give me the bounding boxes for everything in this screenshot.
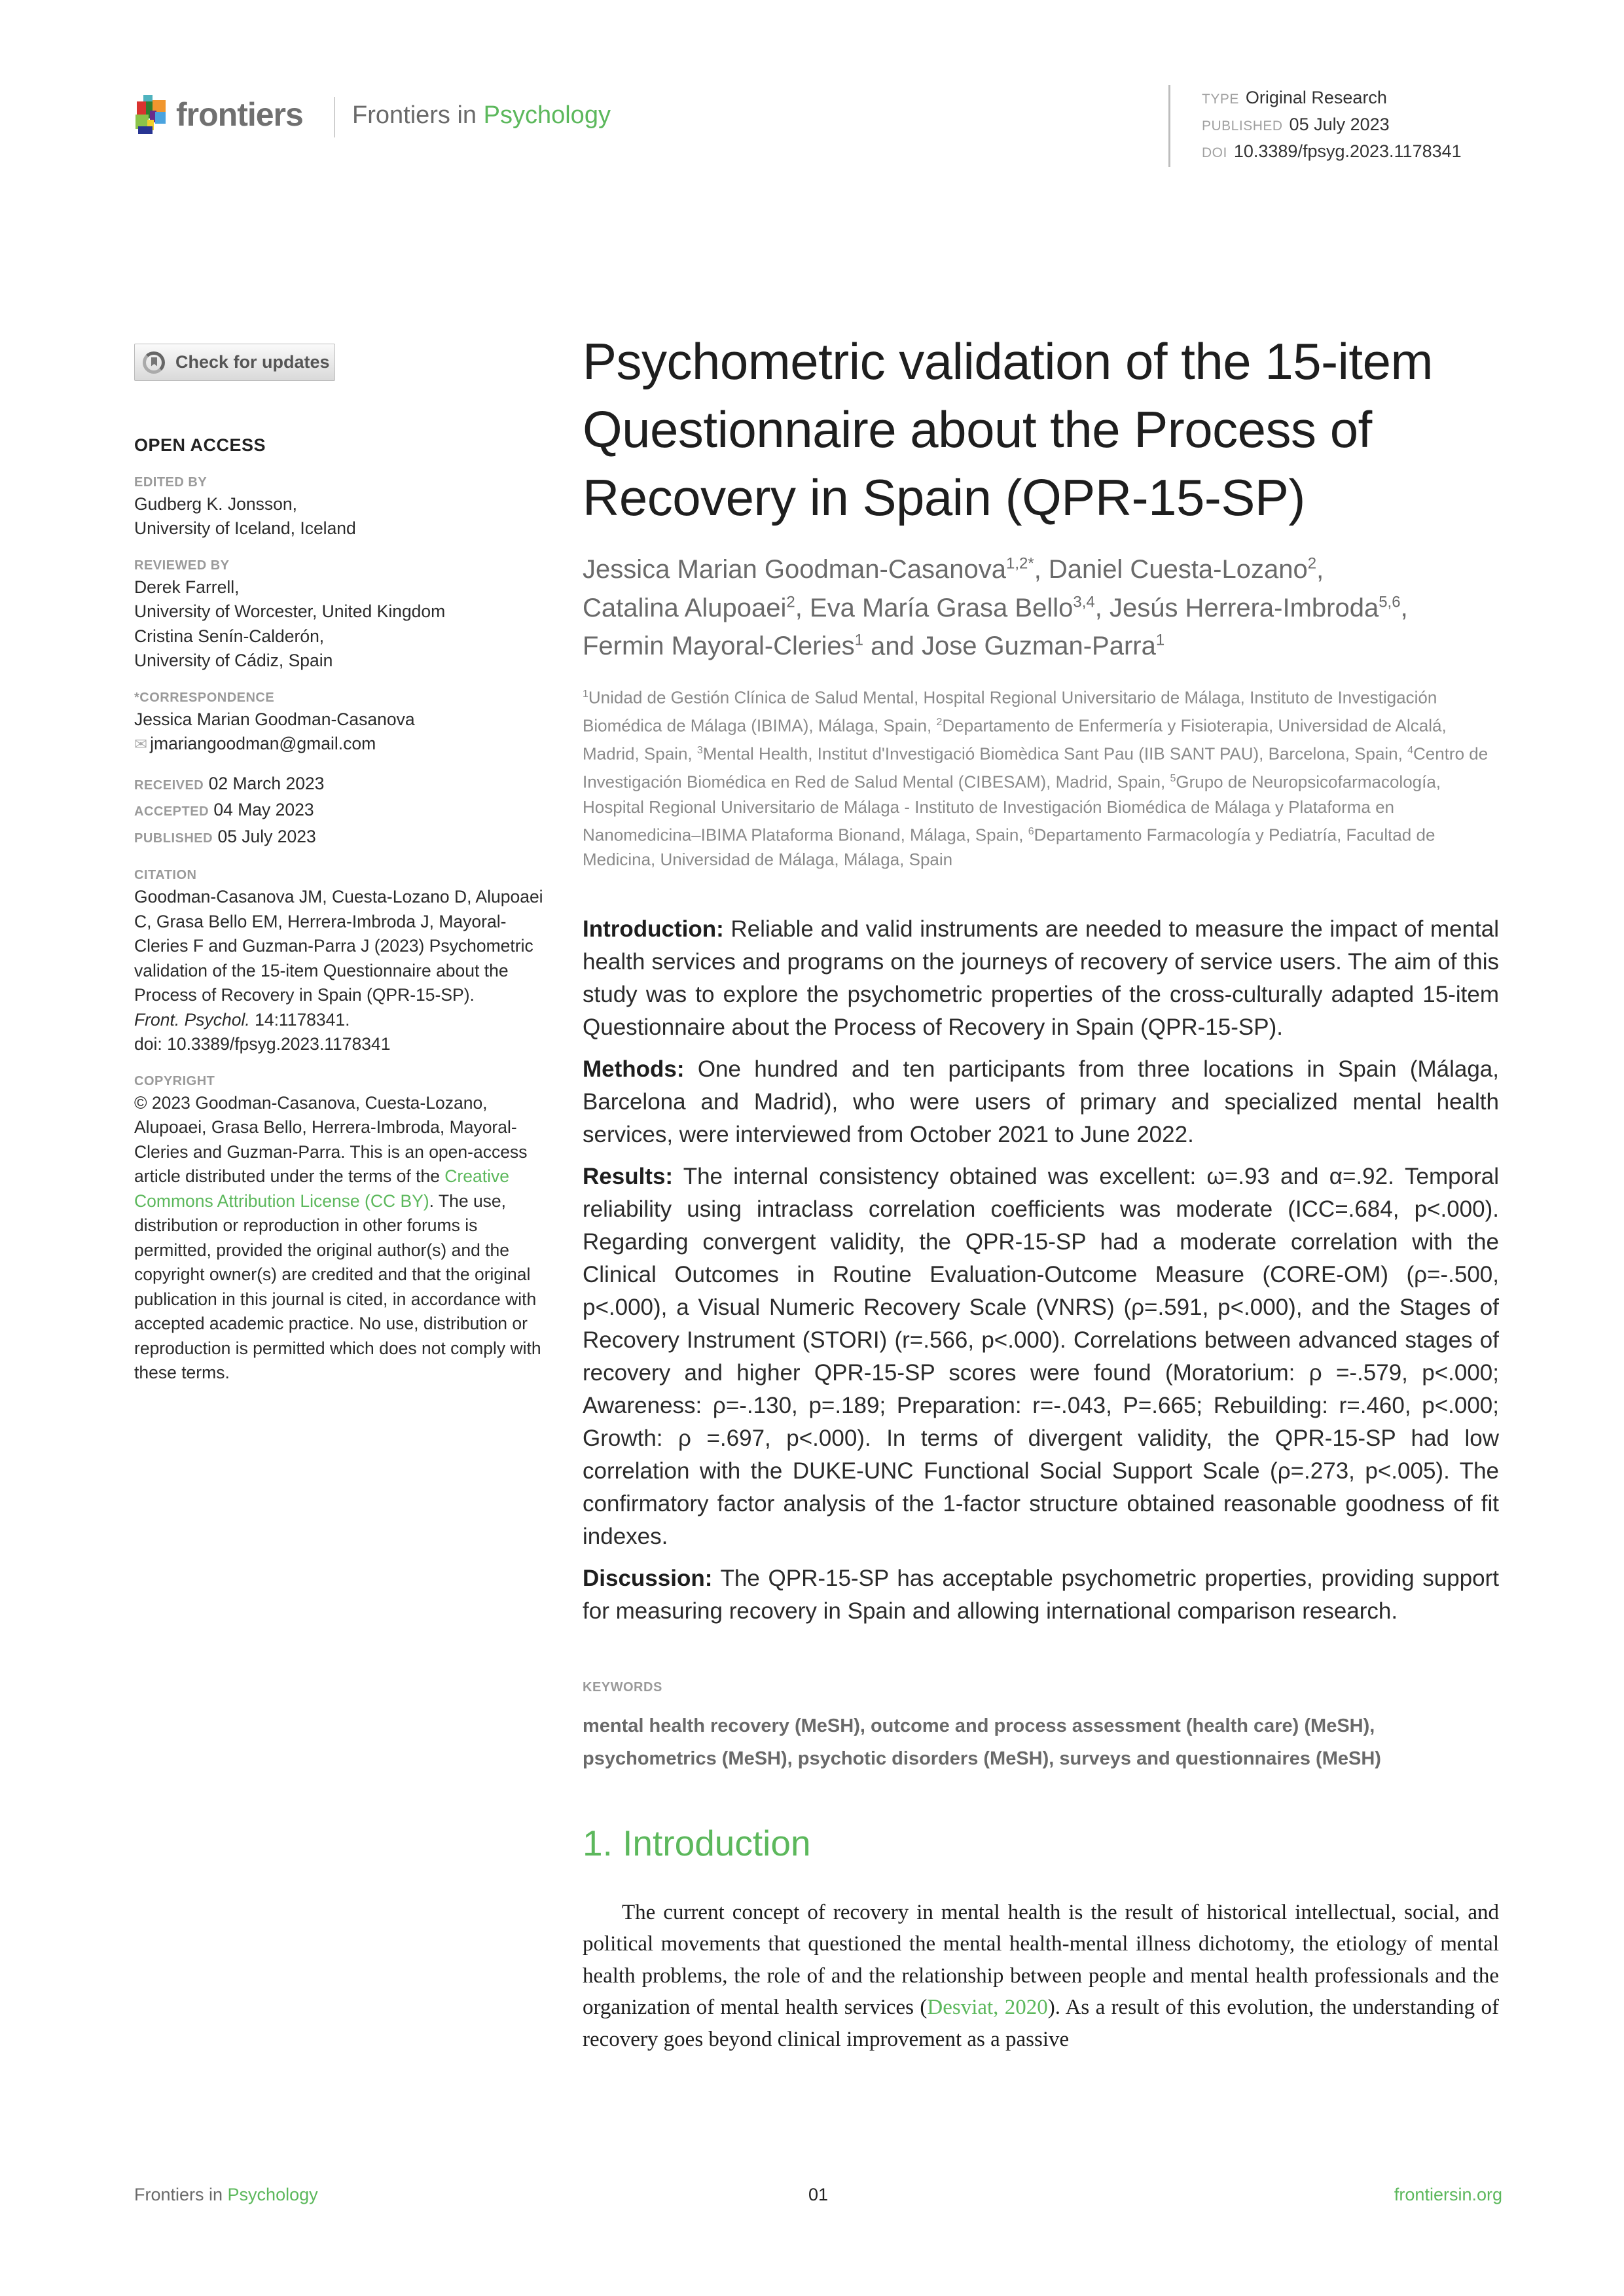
email-icon: ✉: [134, 736, 148, 753]
reviewer-name: Cristina Senín-Calderón,: [134, 626, 325, 646]
abstract-methods: Methods: One hundred and ten participants from three locations in Spain (Málaga, Barcelona and Madrid), who were users of primary and specialized mental health services, were interviewed from October 2021 to June 2022.: [583, 1056, 1499, 1147]
abstract-introduction: Introduction: Reliable and valid instruments are needed to measure the impact of mental health services and programs on the journeys of recovery of service users. The aim of this study was to explore the psychometric properties of the cross-culturally adapted 15-item Questionnaire about the Process of Recovery in Spain (QPR-15-SP).: [583, 916, 1499, 1040]
affiliations: $^1$Unidad de Gestión Clínica de Salud Mental, Hospital Regional Universitario de Málaga, Instituto de Investigación Biomédica de Málaga (IBIMA), Málaga, Spain, $^2$Departamento de Enfermería y Fisioterapia, Universidad de Alcalá, Madrid, Spain, $^3$Mental Health, Institut d'Investigació Biomèdica Sant Pau (IIB SANT PAU), Barcelona, Spain, $^4$Centro de Investigación Biomédica en Red de Salud Mental (CIBESAM), Madrid, Spain, $^5$Grupo de Neuropsicofarmacología, Hospital Regional Universitario de Málaga - Instituto de Investigación Biomédica de Málaga y Plataforma en Nanomedicina–IBIMA Plataforma Bionand, Málaga, Spain, $^6$Departamento Farmacología y Pediatría, Facultad de Medicina, Universidad de Málaga, Málaga, Spain: [583, 687, 1489, 870]
page-number: 01: [808, 2185, 829, 2204]
sidebar: [134, 344, 553, 1386]
editor-affiliation: University of Iceland, Iceland: [134, 518, 356, 538]
frontiers-wordmark: frontiers: [176, 96, 303, 133]
reviewer-name: Derek Farrell,: [134, 577, 240, 597]
introduction-body: The current concept of recovery in mental health is the result of historical intellectual, social, and political movements that questioned the mental health-mental illness dichotomy, the etiology of mental health problems, the role of and the relationship between people and mental health professionals and the organization of mental health services (Desviat, 2020). As a result of this evolution, the understanding of recovery goes beyond clinical improvement as a passive: [583, 1900, 1499, 2051]
keywords-label: KEYWORDS: [583, 1679, 662, 1695]
abstract: [583, 913, 1499, 1628]
citation-text: Goodman-Casanova JM, Cuesta-Lozano D, Alupoaei C, Grasa Bello EM, Herrera-Imbroda J, Mayoral-Cleries F and Guzman-Parra J (2023) Psychometric validation of the 15-item Questionnaire about the Process of Recovery in Spain (QPR-15-SP). Front. Psychol. 14:1178341. doi: 10.3389/fpsyg.2023.1178341: [134, 887, 543, 1054]
article-meta: [1168, 85, 1462, 167]
copyright-label: COPYRIGHT: [134, 1073, 215, 1088]
dates-block: RECEIVED 02 March 2023 ACCEPTED 04 May 2023 PUBLISHED 05 July 2023: [134, 773, 325, 846]
cc-by-license-link[interactable]: Creative Commons Attribution License (CC BY): [134, 1166, 509, 1211]
article-type: TYPE Original Research: [1202, 88, 1387, 107]
abstract-discussion: Discussion: The QPR-15-SP has acceptable psychometric properties, providing support for measuring recovery in Spain and allowing international comparison research.: [583, 1565, 1499, 1624]
author[interactable]: Jesús Herrera-Imbroda$^{5,6}$: [1109, 593, 1401, 622]
received-date: 02 March 2023: [208, 773, 325, 793]
citation-journal: Front. Psychol.: [134, 1009, 250, 1030]
editor-name: Gudberg K. Jonsson,: [134, 493, 297, 514]
citation-label: CITATION: [134, 868, 197, 882]
footer-site-link[interactable]: frontiersin.org: [1394, 2185, 1502, 2204]
header-divider: [334, 97, 335, 137]
author[interactable]: Catalina Alupoaei$^2$: [583, 593, 795, 622]
reviewer-affiliation: University of Worcester, United Kingdom: [134, 601, 446, 621]
frontiers-logo[interactable]: [134, 95, 303, 134]
journal-accent: Psychology: [483, 101, 611, 129]
article-doi: DOI 10.3389/fpsyg.2023.1178341: [1202, 141, 1462, 161]
page-footer: [134, 2185, 1502, 2205]
reviewer-affiliation: University of Cádiz, Spain: [134, 651, 333, 670]
author[interactable]: Jose Guzman-Parra$^1$: [921, 631, 1165, 660]
journal-name[interactable]: Frontiers in Psychology: [352, 101, 611, 129]
footer-journal[interactable]: Frontiers in Psychology: [134, 2185, 318, 2204]
reviewed-by-label: REVIEWED BY: [134, 558, 230, 573]
author[interactable]: Eva María Grasa Bello$^{3,4}$: [809, 593, 1095, 622]
abstract-results: Results: The internal consistency obtained was excellent: ω=.93 and α=.92. Temporal reliability using intraclass correlation coefficients was moderate (ICC=.684, p<.000). Regarding convergent validity, the QPR-15-SP had a moderate correlation with the Clinical Outcomes in Routine Evaluation-Outcome Measure (CORE-OM) (ρ=-.500, p<.000), a Visual Numeric Recovery Scale (VNRS) (ρ=.591, p<.000), and the Stages of Recovery Instrument (STORI) (r=.566, p<.000). Correlations between advanced stages of recovery and higher QPR-15-SP scores were found (Moratorium: ρ =-.579, p<.000; Awareness: ρ=-.130, p=.189; Preparation: r=-.043, P=.665; Rebuilding: r=.460, p<.000; Growth: ρ =.697, p<.000). In terms of divergent validity, the QPR-15-SP had low correlation with the DUKE-UNC Functional Social Support Scale (ρ=.273, p<.005). The confirmatory factor analysis of the 1-factor structure obtained reasonable goodness of fit indexes.: [583, 1163, 1499, 1549]
open-access-label: OPEN ACCESS: [134, 435, 266, 455]
check-for-updates-button[interactable]: Check for updates: [134, 344, 335, 381]
correspondence-label: *CORRESPONDENCE: [134, 690, 275, 705]
correspondence-email[interactable]: jmariangoodman@gmail.com: [150, 734, 376, 753]
citation-link-desviat-2020[interactable]: Desviat, 2020: [927, 1996, 1048, 2020]
published-date: 05 July 2023: [217, 826, 316, 846]
accepted-date: 04 May 2023: [213, 800, 314, 819]
author[interactable]: Jessica Marian Goodman-Casanova$^{1,2*}$: [583, 555, 1034, 584]
copyright-text: © 2023 Goodman-Casanova, Cuesta-Lozano, Alupoaei, Grasa Bello, Herrera-Imbroda, Mayoral-Cleries and Guzman-Parra. This is an open-access article distributed under the terms of the Creative Commons Attribution License (CC BY). The use, distribution or reproduction in other forums is permitted, provided the original author(s) and the copyright owner(s) are credited and that the original publication in this journal is cited, in accordance with accepted academic practice. No use, distribution or reproduction is permitted which does not comply with these terms.: [134, 1092, 541, 1382]
article-main: [583, 327, 1499, 2055]
section-heading-introduction: 1. Introduction: [583, 1822, 811, 1863]
author[interactable]: Daniel Cuesta-Lozano$^2$: [1048, 555, 1317, 584]
citation-doi[interactable]: doi: 10.3389/fpsyg.2023.1178341: [134, 1034, 391, 1054]
author[interactable]: Fermin Mayoral-Cleries$^1$: [583, 631, 863, 660]
author-list: Jessica Marian Goodman-Casanova$^{1,2*}$, Daniel Cuesta-Lozano$^2$, Catalina Alupoaei$^2$, Eva María Grasa Bello$^{3,4}$, Jesús Herrera-Imbroda$^{5,6}$, Fermin Mayoral-Cleries$^1$ and Jose Guzman-Parra$^1$: [583, 555, 1408, 660]
article-published: PUBLISHED 05 July 2023: [1202, 115, 1390, 134]
keywords: mental health recovery (MeSH), outcome and process assessment (health care) (MeSH), psychometrics (MeSH), psychotic disorders (MeSH), surveys and questionnaires (MeSH): [583, 1715, 1381, 1769]
article-title: Psychometric validation of the 15-item Questionnaire about the Process of Recovery in Spain (QPR-15-SP): [583, 332, 1433, 526]
correspondence-name: Jessica Marian Goodman-Casanova: [134, 709, 415, 729]
frontiers-logo-icon: [134, 95, 171, 134]
edited-by-label: EDITED BY: [134, 475, 208, 490]
crossmark-icon: [143, 351, 165, 374]
correspondence-email-row[interactable]: [134, 732, 553, 757]
